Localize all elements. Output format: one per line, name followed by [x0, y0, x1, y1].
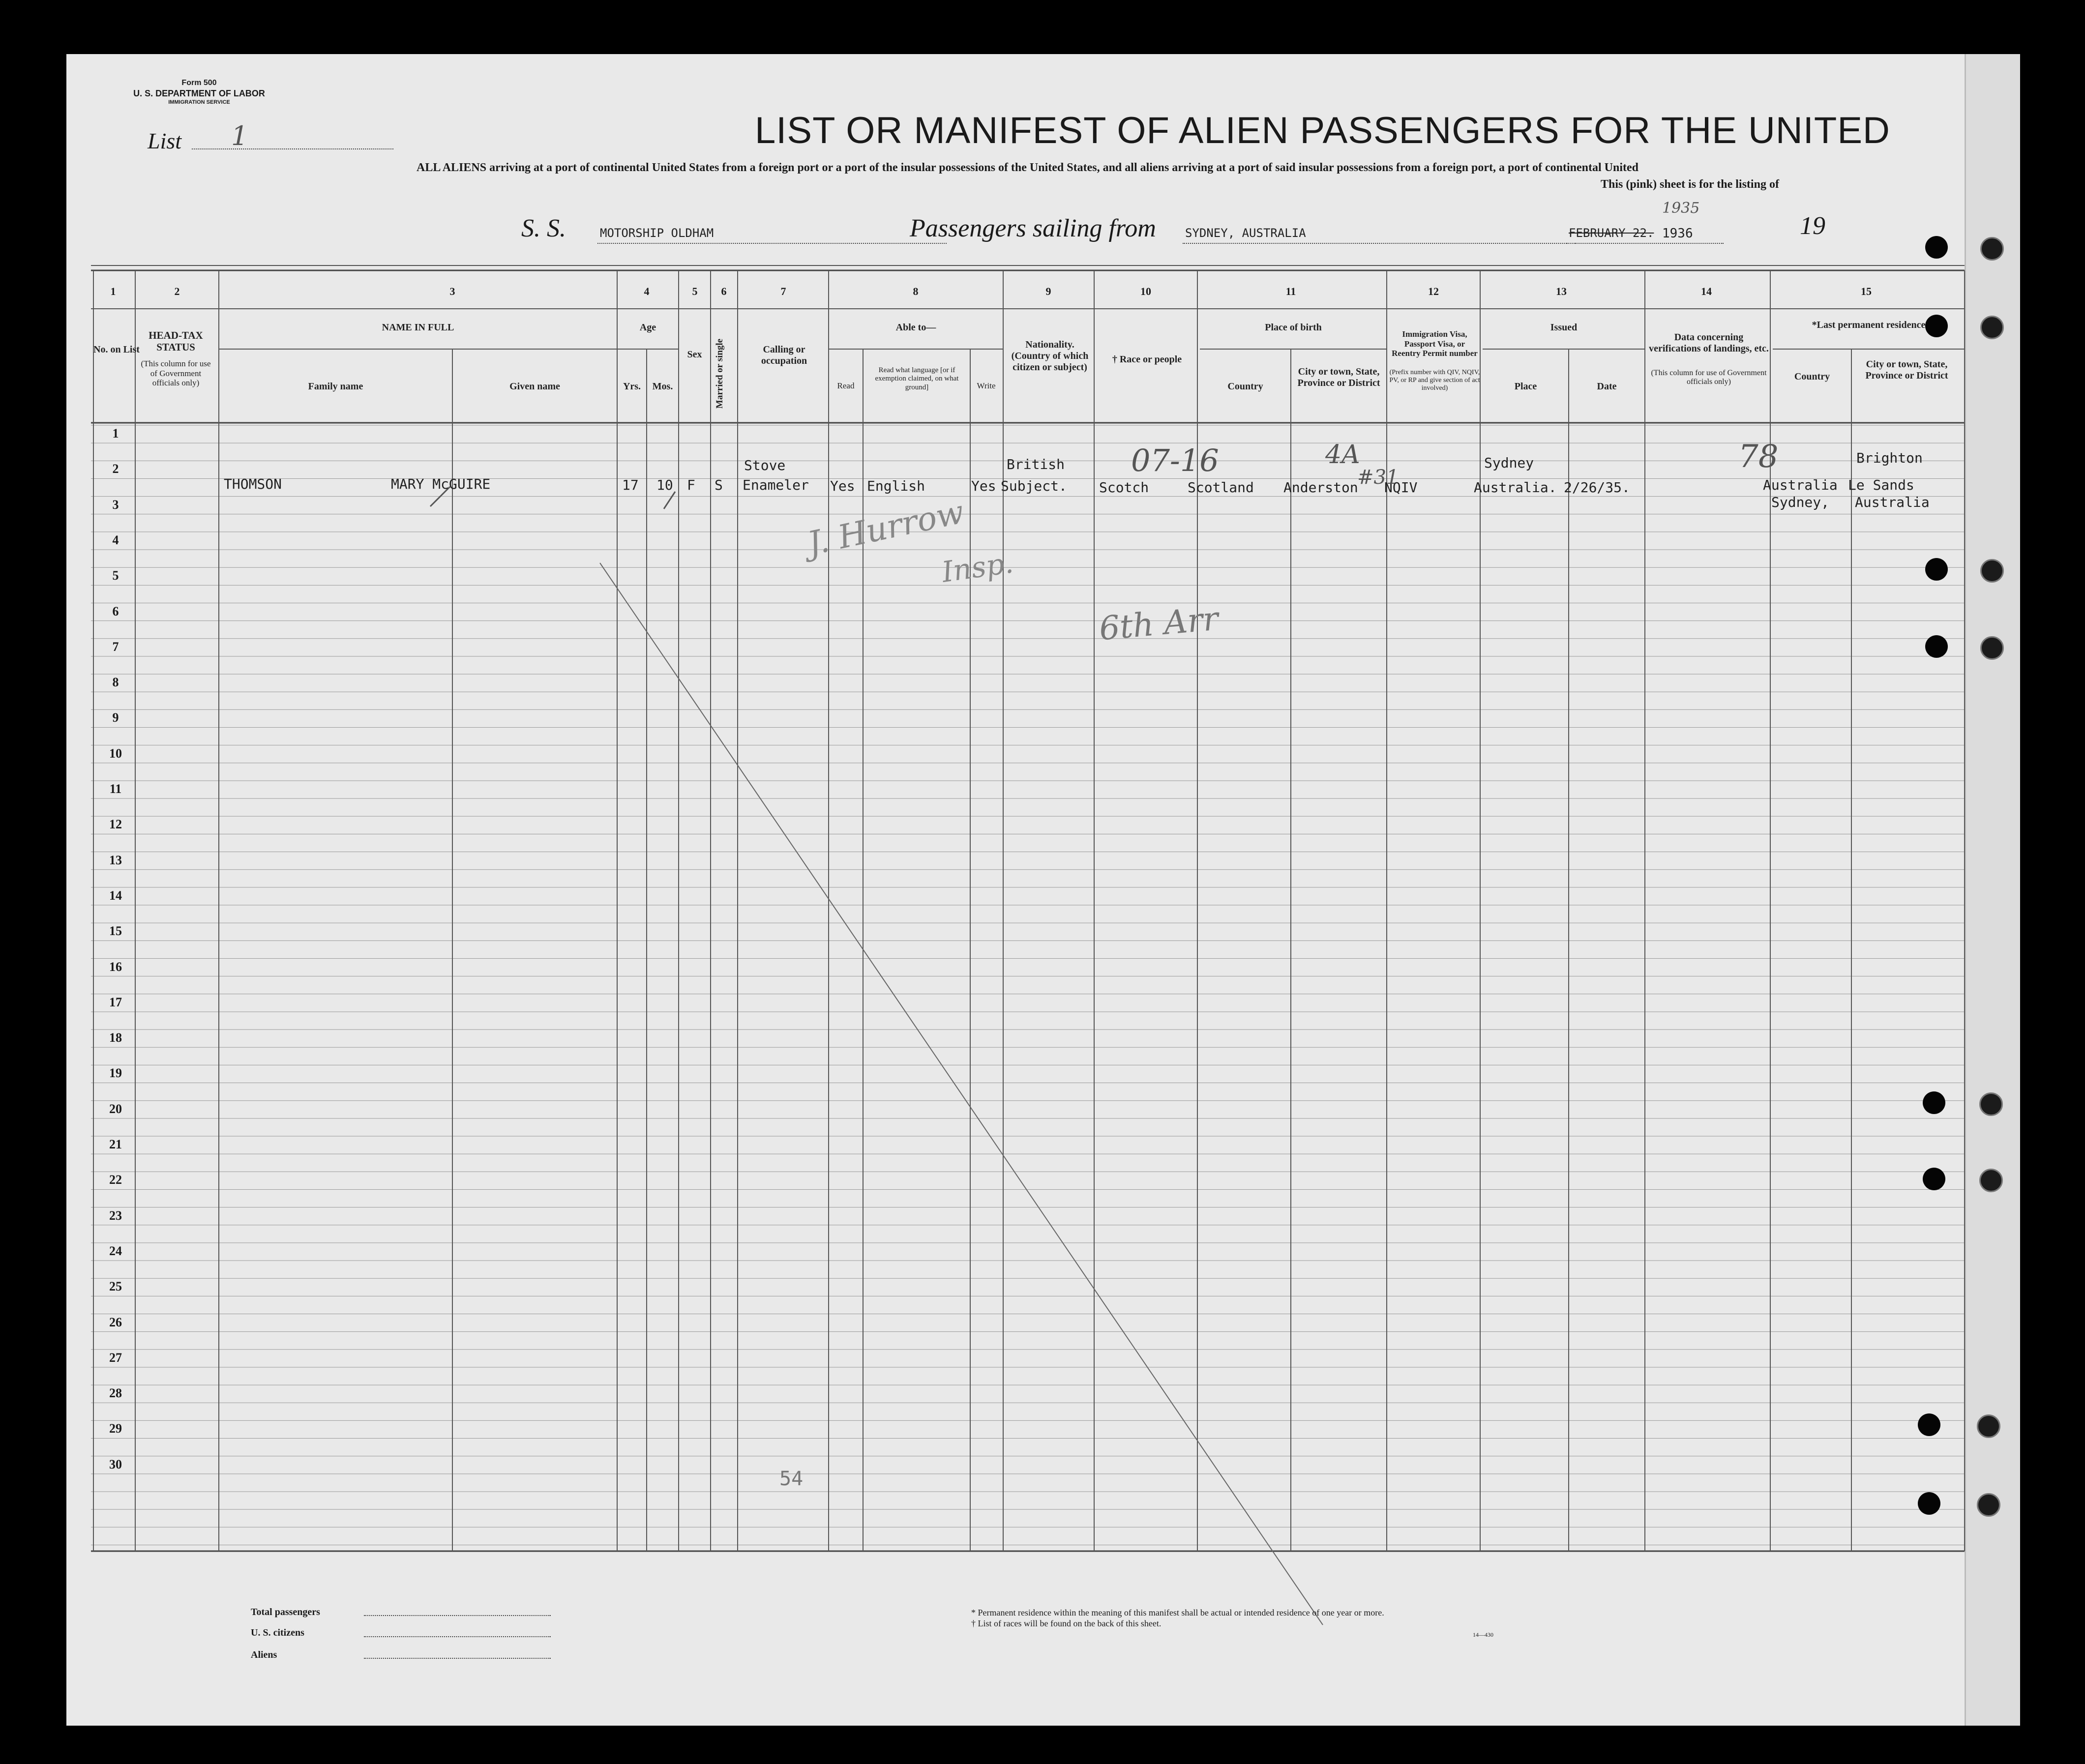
row-number-30: 30 — [109, 1457, 122, 1471]
header-age: Age — [639, 322, 656, 333]
binding-hole — [1918, 1492, 1940, 1515]
header-landings: Data concerning verifications of landings, etc. — [1649, 332, 1769, 354]
binding-hole — [1925, 315, 1948, 337]
handwritten-birth-note: 07-16 — [1131, 442, 1219, 478]
year-prefix: 19 — [1800, 212, 1825, 240]
row-number-17: 17 — [109, 995, 122, 1009]
handwritten-visa-top: 4A — [1325, 440, 1360, 470]
binding-hole — [1918, 1413, 1940, 1436]
handwritten-residence-note: 78 — [1738, 439, 1779, 475]
footer-line-total — [364, 1615, 551, 1616]
column-number-14: 14 — [1701, 285, 1712, 297]
header-last-residence: *Last permanent residence — [1812, 320, 1926, 330]
row-number-27: 27 — [109, 1350, 122, 1365]
sailing-label: Passengers sailing from — [910, 214, 1156, 242]
manifest-sheet — [66, 54, 2019, 1726]
header-nationality: Nationality. (Country of which citizen or subject) — [1011, 339, 1089, 373]
read-value: Yes — [830, 478, 855, 494]
footer-line-aliens — [364, 1658, 551, 1659]
row-number-15: 15 — [109, 924, 122, 939]
footer-note-races: † List of races will be found on the back of this sheet. — [971, 1618, 1162, 1628]
column-number-12: 12 — [1428, 285, 1439, 297]
ship-name: MOTORSHIP OLDHAM — [600, 226, 714, 240]
header-visa-note: (Prefix number with QIV, NQIV, PV, or RP and give section of act involved) — [1389, 369, 1480, 392]
check-mark — [664, 492, 675, 509]
row-number-29: 29 — [109, 1421, 122, 1436]
header-no-on-list: No. on List — [93, 344, 140, 355]
header-given-name: Given name — [509, 381, 560, 392]
header-landings-note: (This column for use of Government officials only) — [1651, 369, 1767, 386]
header-read-language: Read what language [or if exemption claimed, on what ground] — [875, 366, 959, 391]
binding-hole — [1925, 236, 1948, 259]
res-line3-country: Sydney, — [1771, 494, 1830, 510]
header-issued-place: Place — [1514, 381, 1537, 392]
calling-value-2: Enameler — [743, 477, 809, 493]
column-number-9: 9 — [1045, 285, 1051, 297]
nationality-value-1: British — [1007, 456, 1065, 472]
column-number-11: 11 — [1285, 285, 1296, 297]
row-number-6: 6 — [112, 604, 119, 618]
row-number-7: 7 — [112, 639, 119, 654]
header-head-tax: HEAD-TAX STATUS — [149, 329, 203, 353]
res-city-value-2: Le Sands — [1848, 477, 1914, 493]
row-number-26: 26 — [109, 1315, 122, 1329]
departure-date: FEBRUARY 22. — [1569, 226, 1654, 240]
instructions-line1: ALL ALIENS arriving at a port of continental United States from a foreign port or a port of the insular possessions of the United States, and all aliens arriving at a port of said insular possessions from a foreign port, a port of continental United — [417, 161, 1638, 174]
column-number-1: 1 — [110, 285, 116, 297]
binding-hole — [1925, 558, 1948, 581]
row-number-20: 20 — [109, 1101, 122, 1116]
language-value: English — [867, 478, 925, 494]
header-birth-city: City or town, State, Province or District — [1297, 366, 1380, 388]
header-mos: Mos. — [652, 381, 673, 392]
row-number-8: 8 — [112, 675, 119, 690]
issued-date-value: 2/26/35. — [1564, 479, 1630, 496]
column-number-13: 13 — [1556, 285, 1567, 297]
family-name-value: THOMSON — [224, 476, 282, 492]
row-number-19: 19 — [109, 1066, 122, 1081]
row-number-13: 13 — [109, 853, 122, 867]
row-number-21: 21 — [109, 1137, 122, 1151]
column-number-6: 6 — [721, 285, 727, 297]
header-visa: Immigration Visa, Passport Visa, or Reentry Permit number — [1392, 329, 1478, 358]
form-number: Form 500 — [181, 79, 217, 87]
row-number-3: 3 — [112, 497, 119, 512]
married-value: S — [715, 477, 723, 493]
row-number-9: 9 — [112, 710, 119, 725]
res-country-value: Australia — [1763, 477, 1838, 493]
row-number-1: 1 — [112, 426, 119, 441]
issued-place-value-1: Sydney — [1484, 455, 1534, 471]
row-number-4: 4 — [112, 532, 119, 547]
binding-hole — [1925, 635, 1948, 658]
header-family-name: Family name — [308, 381, 363, 392]
row-number-16: 16 — [109, 959, 122, 974]
inspector-title: Insp. — [939, 546, 1015, 589]
service-label: IMMIGRATION SERVICE — [168, 99, 230, 105]
column-number-7: 7 — [780, 285, 786, 297]
header-issued: Issued — [1550, 322, 1578, 333]
header-read: Read — [837, 381, 855, 390]
row-number-11: 11 — [109, 782, 122, 796]
department-label: U. S. DEPARTMENT OF LABOR — [133, 88, 265, 98]
header-name-in-full: NAME IN FULL — [382, 322, 454, 333]
binding-hole — [1977, 1493, 2000, 1517]
header-res-city: City or town, State, Province or District — [1865, 359, 1948, 381]
year-handwritten: 1935 — [1662, 200, 1700, 217]
binding-hole — [1977, 1414, 2000, 1438]
header-married-single: Married or single — [715, 338, 725, 409]
binding-hole — [1980, 237, 2004, 261]
write-value: Yes — [971, 478, 996, 494]
header-res-country: Country — [1794, 371, 1830, 382]
footer-us-citizens: U. S. citizens — [251, 1627, 304, 1638]
binding-hole — [1980, 559, 2004, 583]
row-number-12: 12 — [109, 817, 122, 832]
year-typed: 1936 — [1662, 226, 1693, 241]
list-number: 1 — [231, 120, 248, 151]
footer-line-citizens — [364, 1636, 551, 1637]
header-yrs: Yrs. — [623, 381, 641, 392]
row-number-10: 10 — [109, 746, 122, 761]
age-months-value: 10 — [656, 477, 673, 493]
binding-hole — [1980, 636, 2004, 660]
header-able-to: Able to— — [895, 322, 936, 333]
row-number-22: 22 — [109, 1173, 122, 1187]
calling-value-1: Stove — [744, 457, 786, 473]
header-race: † Race or people — [1112, 354, 1182, 365]
row-number-18: 18 — [109, 1030, 122, 1045]
header-sex: Sex — [687, 349, 702, 360]
header-issued-date: Date — [1597, 381, 1617, 392]
race-value: Scotch — [1099, 479, 1149, 496]
ss-label: S. S. — [521, 214, 566, 242]
inspector-signature: J. Hurrow — [804, 493, 968, 563]
manifest-grid — [66, 54, 2019, 1726]
binding-hole — [1923, 1168, 1945, 1190]
footer-total-passengers: Total passengers — [251, 1607, 320, 1617]
issued-place-value-2: Australia. — [1474, 479, 1557, 496]
binding-hole — [1980, 316, 2004, 339]
column-number-3: 3 — [449, 285, 455, 297]
column-number-5: 5 — [692, 285, 698, 297]
given-name-value: MARY McGUIRE — [391, 476, 491, 492]
row-number-14: 14 — [109, 888, 122, 903]
binding-hole — [1979, 1092, 2003, 1116]
handwritten-time-note: 6th Arr — [1098, 599, 1220, 648]
departure-port: SYDNEY, AUSTRALIA — [1185, 226, 1306, 240]
header-head-tax-note: (This column for use of Government officials only) — [141, 359, 211, 388]
header-place-of-birth: Place of birth — [1265, 322, 1322, 333]
visa-value: NQIV — [1384, 479, 1418, 496]
res-line3-city: Australia — [1855, 494, 1930, 510]
binding-hole — [1923, 1091, 1945, 1114]
column-number-2: 2 — [174, 285, 180, 297]
list-label: List — [148, 128, 182, 153]
footer-form-code: 14—430 — [1473, 1631, 1493, 1638]
row-number-24: 24 — [109, 1243, 122, 1258]
header-birth-country: Country — [1227, 381, 1263, 392]
row-number-28: 28 — [109, 1386, 122, 1401]
row-number-2: 2 — [112, 462, 119, 476]
instructions-line2: This (pink) sheet is for the listing of — [1601, 178, 1779, 191]
handwritten-visa-num: #31 — [1357, 466, 1399, 489]
column-number-8: 8 — [913, 285, 919, 297]
header-calling: Calling or occupation — [761, 344, 807, 366]
footer-aliens: Aliens — [251, 1649, 277, 1660]
birth-city-value: Anderston — [1283, 479, 1358, 496]
sex-value: F — [687, 477, 695, 493]
bottom-page-number: 54 — [779, 1468, 804, 1490]
binding-hole — [1979, 1169, 2003, 1192]
manifest-title: LIST OR MANIFEST OF ALIEN PASSENGERS FOR THE UNITED — [755, 110, 1890, 151]
nationality-value-2: Subject. — [1001, 478, 1067, 494]
column-number-15: 15 — [1861, 285, 1872, 297]
header-write: Write — [977, 381, 996, 390]
column-number-10: 10 — [1140, 285, 1151, 297]
row-number-25: 25 — [109, 1279, 122, 1294]
cancel-line — [600, 563, 1323, 1625]
footer-note-residence: * Permanent residence within the meaning of this manifest shall be actual or intended residence of one year or more. — [971, 1608, 1384, 1617]
column-number-4: 4 — [644, 285, 650, 297]
birth-country-value: Scotland — [1188, 479, 1254, 496]
age-years-value: 17 — [622, 477, 639, 493]
res-city-value-1: Brighton — [1856, 450, 1923, 466]
row-number-23: 23 — [109, 1208, 122, 1223]
row-number-5: 5 — [112, 568, 119, 583]
